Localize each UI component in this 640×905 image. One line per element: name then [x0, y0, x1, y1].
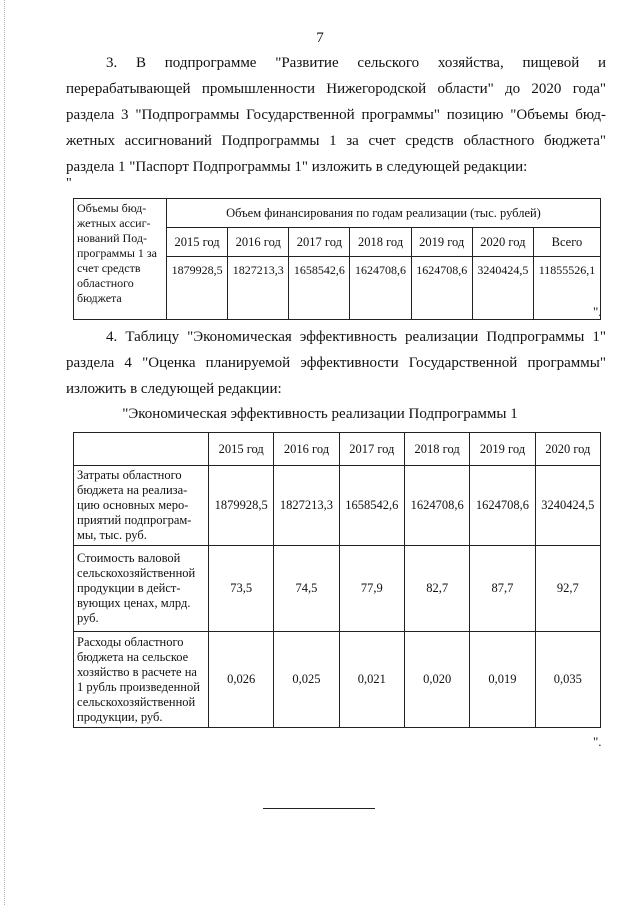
- label-line: программы 1 за: [77, 246, 157, 260]
- value-cell: 82,7: [404, 546, 469, 632]
- label-line: Расходы областного: [77, 634, 184, 649]
- value-cell: 77,9: [339, 546, 404, 632]
- label-line: жетных ассиг-: [77, 216, 151, 230]
- label-line: мы, тыс. руб.: [77, 528, 147, 542]
- value-cell: 0,025: [274, 632, 339, 728]
- label-line: сельскохозяйственной: [77, 566, 196, 580]
- value-cell: 73,5: [209, 546, 274, 632]
- value-cell: 1624708,6: [404, 466, 469, 546]
- year-header: 2016 год: [274, 433, 339, 466]
- year-header: 2019 год: [411, 228, 472, 257]
- label-line: цию основных меро-: [77, 498, 189, 512]
- year-header: 2020 год: [535, 433, 600, 466]
- value-cell: 0,035: [535, 632, 600, 728]
- table-row: [74, 546, 601, 632]
- label-line: руб.: [77, 611, 99, 625]
- value-cell: 1827213,3: [274, 466, 339, 546]
- left-margin-dotted-line: [4, 0, 5, 905]
- label-line: Стоимость валовой: [77, 551, 181, 565]
- label-line: нований Под-: [77, 231, 147, 245]
- year-header: 2019 год: [470, 433, 535, 466]
- label-line: вующих ценах, млрд.: [77, 596, 191, 610]
- total-value-cell: 11855526,1: [533, 257, 600, 320]
- year-header: 2015 год: [167, 228, 228, 257]
- label-line: Объемы бюд-: [77, 201, 147, 215]
- label-line: бюджета на реализа-: [77, 483, 188, 497]
- value-cell: 1827213,3: [228, 257, 289, 320]
- year-header: 2018 год: [404, 433, 469, 466]
- budget-allocation-table: [73, 198, 601, 320]
- open-quote-mark: ": [66, 176, 72, 191]
- table1-header: Объем финансирования по годам реализации (тыс. рублей): [167, 199, 601, 228]
- section-4-paragraph: [66, 324, 606, 402]
- label-line: хозяйство в расчете на: [77, 664, 197, 679]
- label-line: счет средств: [77, 261, 141, 275]
- value-cell: 3240424,5: [535, 466, 600, 546]
- row-label: [74, 632, 209, 728]
- label-line: бюджета на сельское: [77, 649, 189, 664]
- paragraph-line: жетных ассигнований Подпрограммы 1 за счет средств областного бюджета": [66, 133, 606, 149]
- label-line: продукции в дейст-: [77, 581, 181, 595]
- paragraph-line: раздела 4 "Оценка планируемой эффективности Государственной программы": [66, 355, 606, 371]
- value-cell: 1658542,6: [289, 257, 350, 320]
- paragraph-line: раздела 3 "Подпрограммы Государственной программы" позицию "Объемы бюд-: [66, 107, 606, 123]
- row-label: [74, 466, 209, 546]
- value-cell: 74,5: [274, 546, 339, 632]
- total-header: Всего: [533, 228, 600, 257]
- economic-efficiency-table: [73, 432, 601, 728]
- value-cell: 87,7: [470, 546, 535, 632]
- year-header: 2017 год: [339, 433, 404, 466]
- close-quote-mark: ".: [593, 304, 602, 319]
- value-cell: 92,7: [535, 546, 600, 632]
- value-cell: 0,019: [470, 632, 535, 728]
- year-header: 2016 год: [228, 228, 289, 257]
- table1-label-cell: [74, 199, 167, 320]
- empty-corner-cell: [74, 433, 209, 466]
- value-cell: 1658542,6: [339, 466, 404, 546]
- table2-title: "Экономическая эффективность реализации Подпрограммы 1: [122, 406, 518, 422]
- year-header: 2018 год: [350, 228, 411, 257]
- value-cell: 1624708,6: [470, 466, 535, 546]
- value-cell: 1879928,5: [167, 257, 228, 320]
- table-row: [74, 632, 601, 728]
- paragraph-line: перерабатывающей промышленности Нижегородской области" до 2020 года": [66, 81, 606, 97]
- year-header: 2020 год: [472, 228, 533, 257]
- footer-separator-line: [263, 808, 375, 809]
- label-line: Затраты областного: [77, 468, 182, 482]
- paragraph-line: изложить в следующей редакции:: [66, 381, 282, 397]
- value-cell: 0,021: [339, 632, 404, 728]
- paragraph-line: 3. В подпрограмме "Развитие сельского хозяйства, пищевой и: [106, 55, 606, 71]
- paragraph-line: раздела 1 "Паспорт Подпрограммы 1" изложить в следующей редакции:: [66, 159, 528, 175]
- value-cell: 1879928,5: [209, 466, 274, 546]
- label-line: продукции, руб.: [77, 709, 163, 724]
- section-3-paragraph: [66, 50, 606, 180]
- label-line: 1 рубль произведенной: [77, 679, 200, 694]
- value-cell: 0,026: [209, 632, 274, 728]
- label-line: бюджета: [77, 291, 122, 305]
- page-number: 7: [316, 30, 324, 46]
- table-row: [74, 466, 601, 546]
- value-cell: 3240424,5: [472, 257, 533, 320]
- label-line: сельскохозяйственной: [77, 694, 196, 709]
- value-cell: 1624708,6: [350, 257, 411, 320]
- paragraph-line: 4. Таблицу "Экономическая эффективность реализации Подпрограммы 1": [106, 329, 606, 345]
- year-header: 2015 год: [209, 433, 274, 466]
- label-line: приятий подпрограм-: [77, 513, 192, 527]
- year-header: 2017 год: [289, 228, 350, 257]
- label-line: областного: [77, 276, 134, 290]
- row-label: [74, 546, 209, 632]
- value-cell: 0,020: [404, 632, 469, 728]
- close-quote-mark: ".: [593, 734, 602, 749]
- value-cell: 1624708,6: [411, 257, 472, 320]
